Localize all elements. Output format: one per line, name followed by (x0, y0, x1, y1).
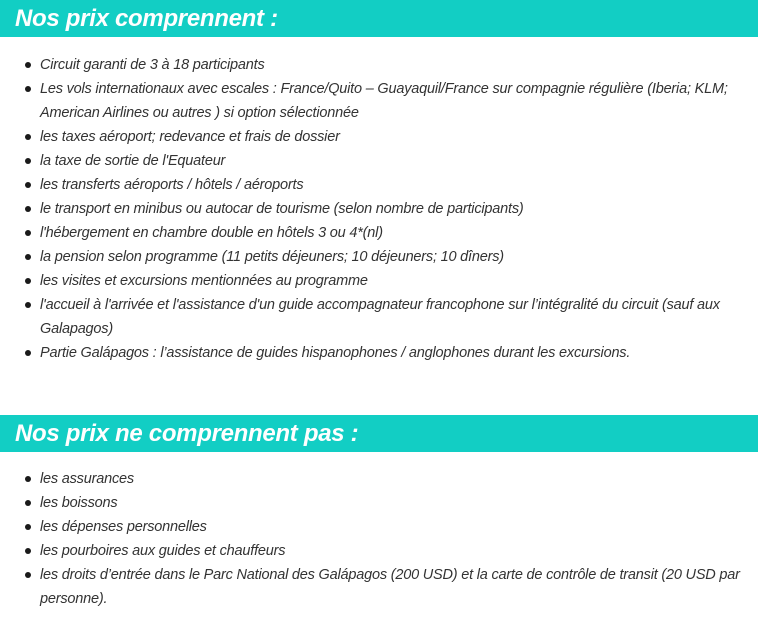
bullet-icon (25, 62, 31, 68)
bullet-icon (25, 302, 31, 308)
list-item (0, 491, 758, 515)
bullet-icon (25, 500, 31, 506)
bullet-icon (25, 476, 31, 482)
bullet-icon (25, 182, 31, 188)
list-item (0, 467, 758, 491)
list-item (0, 125, 758, 149)
list-item (0, 197, 758, 221)
list-item-text: les droits d’entrée dans le Parc National des Galápagos (200 USD) et la carte de contrôle de transit (20 USD par personne). (40, 567, 740, 607)
bullet-icon (25, 548, 31, 554)
list-item-text: Les vols internationaux avec escales : France/Quito – Guayaquil/France sur compagnie régulière (Iberia; KLM; American Airlines ou autres ) si option sélectionnée (40, 81, 728, 121)
list-item-text: les dépenses personnelles (40, 519, 207, 535)
list-item-text: le transport en minibus ou autocar de tourisme (selon nombre de participants) (40, 201, 524, 217)
list-item (0, 173, 758, 197)
list-item (0, 563, 758, 611)
list-item (0, 77, 758, 125)
list-item-text: la pension selon programme (11 petits déjeuners; 10 déjeuners; 10 dîners) (40, 249, 504, 265)
list-item-text: Circuit garanti de 3 à 18 participants (40, 57, 265, 73)
bullet-icon (25, 134, 31, 140)
list-item-text: Partie Galápagos : l’assistance de guides hispanophones / anglophones durant les excursions. (40, 345, 631, 361)
list-item-text: l'hébergement en chambre double en hôtels 3 ou 4*(nl) (40, 225, 383, 241)
bullet-icon (25, 86, 31, 92)
list-item (0, 293, 758, 341)
list-item-text: les pourboires aux guides et chauffeurs (40, 543, 286, 559)
list-item (0, 341, 758, 365)
excluded-list (0, 467, 758, 611)
list-item (0, 515, 758, 539)
list-item (0, 149, 758, 173)
bullet-icon (25, 158, 31, 164)
included-section-title: Nos prix comprennent : (15, 5, 278, 32)
list-item (0, 245, 758, 269)
list-item-text: les taxes aéroport; redevance et frais de dossier (40, 129, 340, 145)
list-item-text: la taxe de sortie de l'Equateur (40, 153, 226, 169)
list-item-text: l'accueil à l'arrivée et l'assistance d'un guide accompagnateur francophone sur l’intégralité du circuit (sauf aux Galapagos) (40, 297, 720, 337)
list-item-text: les transferts aéroports / hôtels / aéroports (40, 177, 304, 193)
excluded-section-title: Nos prix ne comprennent pas : (15, 420, 359, 447)
bullet-icon (25, 278, 31, 284)
included-list (0, 53, 758, 365)
bullet-icon (25, 206, 31, 212)
list-item (0, 221, 758, 245)
bullet-icon (25, 254, 31, 260)
list-item-text: les boissons (40, 495, 118, 511)
bullet-icon (25, 350, 31, 356)
bullet-icon (25, 572, 31, 578)
list-item (0, 53, 758, 77)
bullet-icon (25, 524, 31, 530)
excluded-section-header (0, 415, 758, 452)
included-section-header (0, 0, 758, 37)
list-item (0, 269, 758, 293)
list-item-text: les assurances (40, 471, 134, 487)
list-item-text: les visites et excursions mentionnées au programme (40, 273, 368, 289)
bullet-icon (25, 230, 31, 236)
list-item (0, 539, 758, 563)
